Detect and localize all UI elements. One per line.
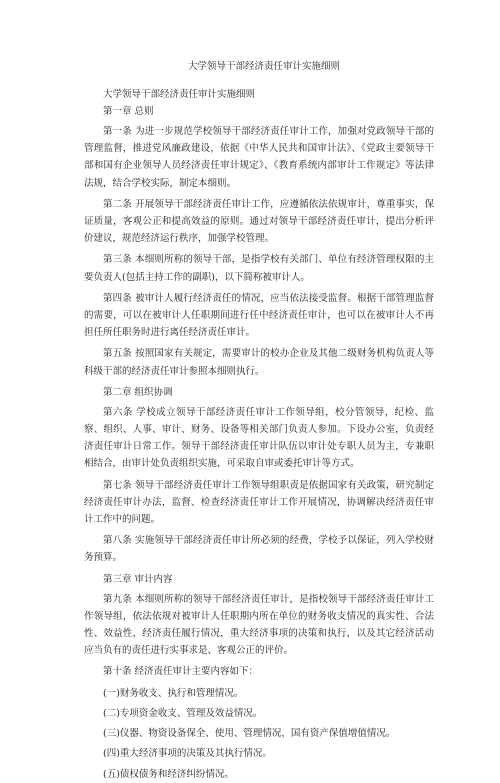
article-2: 第二条 开展领导干部经济责任审计工作，应遵循依法依规审计，尊重事实，保证质量，客观公正和提高效益的原则。通过对领导干部经济责任审计，提出分析评价建议，规范经济运行秩序，加强学校管理。 (84, 198, 434, 245)
chapter-2-heading: 第二章 组织协调 (103, 386, 173, 398)
chapter-1-heading: 第一章 总则 (103, 106, 154, 117)
list-item: (二)专项资金收支、管理及效益情况。 (103, 707, 263, 719)
chapter-3-heading: 第三章 审计内容 (103, 573, 173, 585)
article-1: 第一条 为进一步规范学校领导干部经济责任审计工作，加强对党政领导干部的管理监督，推进党风廉政建设，依据《中华人民共和国审计法》、《党政主要领导干部和国有企业领导人员经济责任审计规定》、《教育系统内部审计工作规定》等法律法规，结合学校实际，制定本细则。 (84, 126, 434, 189)
article-5: 第五条 按照国家有关规定，需要审计的校办企业及其他二级财务机构负责人等科级干部的经济责任审计参照本细则执行。 (84, 348, 434, 377)
article-3: 第三条 本细则所称的领导干部，是指学校有关部门、单位有经济管理权限的主要负责人(包括主持工作的副职)，以下简称被审计人。 (84, 254, 434, 283)
document-subtitle: 大学领导干部经济责任审计实施细则 (103, 89, 256, 100)
article-8: 第八条 实施领导干部经济责任审计所必须的经费，学校予以保证，列入学校财务预算。 (84, 535, 434, 564)
list-item: (五)债权债务和经济纠纷情况。 (103, 768, 234, 780)
article-7: 第七条 领导干部经济责任审计工作领导组职责是依据国家有关政策，研究制定经济责任审计办法，监督、检查经济责任审计工作开展情况，协调解决经济责任审计工作中的问题。 (84, 479, 434, 526)
list-item: (一)财务收支、执行和管理情况。 (103, 687, 244, 699)
article-6: 第六条 学校成立领导干部经济责任审计工作领导组，校分管领导，纪检、监察、组织、人事、审计、财务、设备等相关部门负责人参加。下设办公室，负责经济责任审计日常工作。领导干部经济责任审计队伍以审计处专职人员为主，专兼职相结合，由审计处负责组织实施，可采取自审或委托审计等方式。 (84, 406, 434, 470)
article-9: 第九条 本细则所称的领导干部经济责任审计，是指校领导干部经济责任审计工作领导组，依法依规对被审计人任职期内所在单位的财务收支情况的真实性、合法性、效益性，经济责任履行情况，重大经济事项的决策和执行，以及其它经济活动应当负有的责任进行实事求是、客观公正的评价。 (84, 593, 434, 657)
list-item: (三)仪器、物资设备保全、使用、管理情况，国有资产保值增值情况。 (103, 728, 396, 740)
document-title: 大学领导干部经济责任审计实施细则 (187, 61, 340, 72)
list-item: (四)重大经济事项的决策及其执行情况。 (103, 748, 272, 760)
article-4: 第四条 被审计人履行经济责任的情况，应当依法接受监督。根据干部管理监督的需要，可以在被审计人任职期间进行任中经济责任审计，也可以在被审计人不再担任所任职务时进行离任经济责任审计。 (84, 292, 434, 339)
article-10: 第十条 经济责任审计主要内容如下： (103, 666, 259, 678)
